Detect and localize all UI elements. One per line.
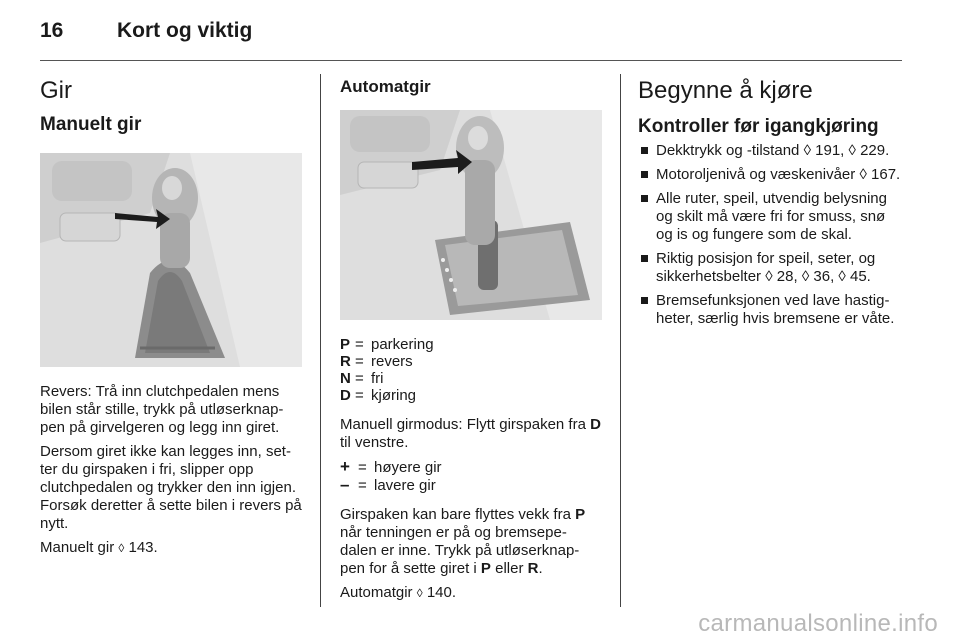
watermark: carmanualsonline.info bbox=[698, 610, 938, 637]
header-rule bbox=[40, 60, 902, 61]
manual-gear-shifter-image bbox=[40, 153, 302, 367]
bullet-icon bbox=[641, 147, 648, 154]
section-title-gir: Gir bbox=[40, 77, 72, 104]
manual-shifter-illustration bbox=[40, 153, 302, 367]
bullet-icon bbox=[641, 297, 648, 304]
subsection-title-automatic: Automatgir bbox=[340, 77, 431, 96]
checklist-item-tyres: Dekktrykk og -tilstand ◊ 191, ◊ 229. bbox=[638, 142, 902, 160]
bullet-icon bbox=[641, 195, 648, 202]
checklist-item-mirrors-seats: Riktig posisjon for speil, seter, og sikkerhetsbelter ◊ 28, ◊ 36, ◊ 45. bbox=[638, 250, 902, 286]
gear-position-d: D = kjøring bbox=[340, 387, 417, 404]
column-start-driving bbox=[638, 74, 902, 334]
reference-arrow-icon: ◊ bbox=[118, 541, 125, 555]
automatic-gear-reference: Automatgir ◊ 140. bbox=[340, 584, 457, 601]
manual-mode-instructions: Manuell girmodus: Flytt girspaken fra D til venstre. bbox=[340, 416, 601, 451]
checklist-item-oil: Motoroljenivå og væskenivåer ◊ 167. bbox=[638, 166, 902, 184]
subsection-title-checks: Kontroller før igangkjøring bbox=[638, 116, 879, 137]
gear-position-r: R = revers bbox=[340, 353, 413, 370]
manual-ref-page[interactable]: 143. bbox=[128, 539, 158, 556]
manual-ref-text: Manuelt gir bbox=[40, 539, 115, 556]
manual-gear-reference bbox=[40, 539, 306, 557]
gear-position-p: P = parkering bbox=[340, 336, 434, 353]
shift-up-row: + = høyere gir bbox=[340, 457, 442, 476]
lever-release-instructions: Girspaken kan bare flyttes vekk fra P når tenningen er på og bremsepe- dalen er inne. Trykk på utløserknap- pen for å sette giret i P eller R. bbox=[340, 506, 586, 577]
pre-drive-checklist bbox=[638, 142, 902, 328]
column-manual-gear bbox=[40, 74, 306, 557]
subsection-title-manual: Manuelt gir bbox=[40, 114, 142, 135]
reverse-retry-instructions: Dersom giret ikke kan legges inn, set- ter du girspaken i fri, slipper opp clutchpedalen og trykker den inn igjen. Forsøk deretter å sette bilen i revers på nytt. bbox=[40, 443, 302, 532]
manual-mode-list bbox=[340, 458, 604, 494]
reverse-instructions: Revers: Trå inn clutchpedalen mens bilen står stille, trykk på utløserknap- pen på girvelgeren og legg inn giret. bbox=[40, 383, 284, 436]
bullet-icon bbox=[641, 255, 648, 262]
checklist-item-brakes: Bremsefunksjonen ved lave hastig- heter, særlig hvis bremsene er våte. bbox=[638, 292, 902, 328]
section-title-start-driving: Begynne å kjøre bbox=[638, 77, 813, 104]
bullet-icon bbox=[641, 171, 648, 178]
column-divider-1 bbox=[320, 74, 321, 607]
page-number: 16 bbox=[40, 19, 64, 42]
checklist-item-windows-lights: Alle ruter, speil, utvendig belysning og skilt må være fri for smuss, snø og is og fungere som de skal. bbox=[638, 190, 902, 244]
gear-position-n: N = fri bbox=[340, 370, 384, 387]
column-automatic-gear bbox=[340, 74, 604, 602]
automatic-gear-selector-image bbox=[340, 110, 602, 320]
reference-arrow-icon: ◊ bbox=[416, 586, 423, 600]
gear-positions-list bbox=[340, 336, 604, 404]
minus-icon: – bbox=[340, 475, 350, 494]
column-divider-2 bbox=[620, 74, 621, 607]
plus-icon: + bbox=[340, 457, 350, 476]
page-header-title: Kort og viktig bbox=[117, 19, 253, 42]
automatic-selector-illustration bbox=[340, 110, 602, 320]
shift-down-row: – = lavere gir bbox=[340, 475, 436, 494]
